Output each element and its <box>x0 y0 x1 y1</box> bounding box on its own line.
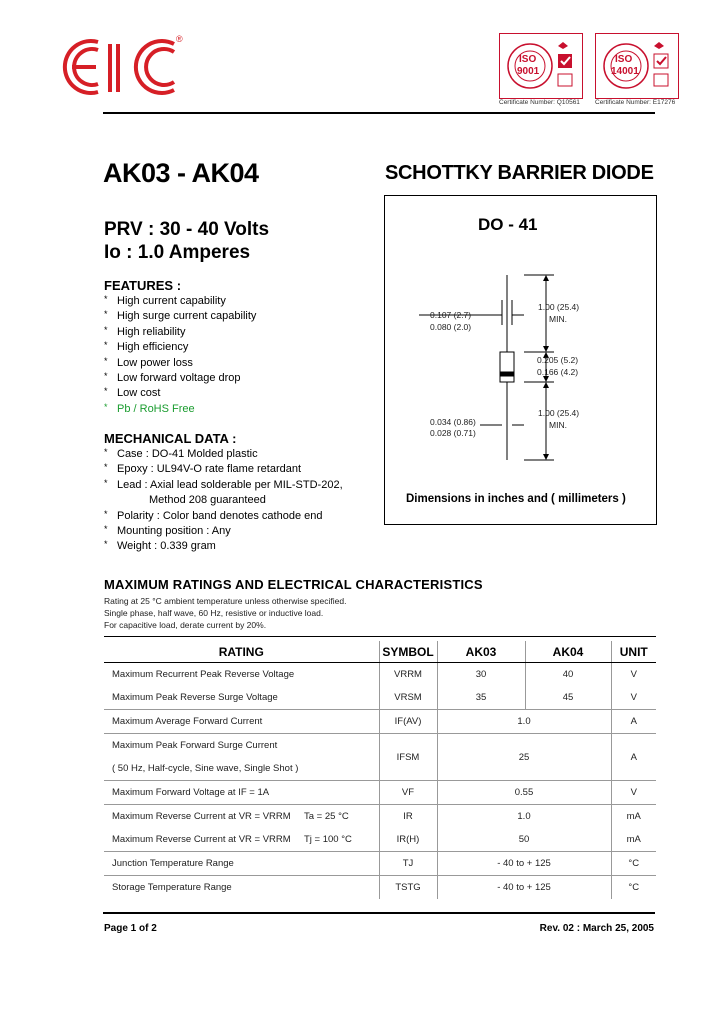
features-heading: FEATURES : <box>104 278 182 293</box>
cell-rating: Maximum Average Forward Current <box>104 710 379 734</box>
table-header-row <box>104 641 656 663</box>
cell-unit: V <box>611 663 656 687</box>
cell-unit: °C <box>611 876 656 900</box>
max-ratings-heading: MAXIMUM RATINGS AND ELECTRICAL CHARACTERISTICS <box>104 577 483 592</box>
do41-package-drawing <box>384 260 655 475</box>
list-item: * Lead : Axial lead solderable per MIL-STD-202, <box>104 478 343 493</box>
header-divider <box>103 112 655 114</box>
cell-symbol: TSTG <box>379 876 437 900</box>
list-item-continued: Method 208 guaranteed <box>149 494 266 507</box>
list-item: * Epoxy : UL94V-O rate flame retardant <box>104 462 343 477</box>
iso-9001-certificate <box>499 33 583 99</box>
iso-14001-certificate <box>595 33 679 99</box>
rating-note: Single phase, half wave, 60 Hz, resistive or inductive load. <box>104 608 324 618</box>
rating-note: Rating at 25 °C ambient temperature unless otherwise specified. <box>104 596 347 606</box>
cell-symbol: VRSM <box>379 686 437 710</box>
cell-rating <box>104 805 379 829</box>
dim-min-bottom: MIN. <box>549 420 567 430</box>
table-top-rule <box>104 636 656 637</box>
cell-unit: A <box>611 710 656 734</box>
ratings-table <box>104 641 656 899</box>
mechanical-list <box>104 447 343 555</box>
col-rating: RATING <box>104 641 379 663</box>
cell-symbol: VRRM <box>379 663 437 687</box>
cell-rating-line2: ( 50 Hz, Half-cycle, Sine wave, Single Shot ) <box>112 763 299 774</box>
footer-divider <box>103 912 655 914</box>
cell-value: 1.0 <box>437 805 611 829</box>
dim-wire-dia-min: 0.028 (0.71) <box>430 428 476 438</box>
cell-rating-text: Maximum Reverse Current at VR = VRRM <box>112 834 291 845</box>
cell-symbol: IR(H) <box>379 828 437 852</box>
iso-standard: 14001 <box>611 66 639 77</box>
registered-mark: ® <box>176 34 183 44</box>
cell-value: - 40 to + 125 <box>437 852 611 876</box>
cell-unit: mA <box>611 828 656 852</box>
cell-symbol: TJ <box>379 852 437 876</box>
cell-rating-line1: Maximum Peak Forward Surge Current <box>112 740 278 751</box>
cell-rating: Junction Temperature Range <box>104 852 379 876</box>
mechanical-heading: MECHANICAL DATA : <box>104 431 237 446</box>
eic-logo <box>60 36 190 98</box>
col-unit: UNIT <box>611 641 656 663</box>
cell-ak04: 45 <box>525 686 611 710</box>
iso-label: ISO <box>615 54 633 65</box>
iso-seal-icon <box>500 34 582 98</box>
cell-rating: Storage Temperature Range <box>104 876 379 900</box>
table-row <box>104 710 656 734</box>
features-list <box>104 294 256 417</box>
rating-note: For capacitive load, derate current by 20%. <box>104 620 267 630</box>
list-item: * High reliability <box>104 325 256 340</box>
io-spec: Io : 1.0 Amperes <box>104 242 251 263</box>
table-row <box>104 828 656 852</box>
list-item-rohs: * Pb / RoHS Free <box>104 402 256 417</box>
dim-lead-length-top: 1.00 (25.4) <box>538 302 580 312</box>
prv-spec: PRV : 30 - 40 Volts <box>104 219 270 240</box>
cell-rating: Maximum Recurrent Peak Reverse Voltage <box>112 669 295 680</box>
list-item: * High current capability <box>104 294 256 309</box>
cell-ak03: 35 <box>437 686 525 710</box>
table-row <box>104 734 656 781</box>
col-symbol: SYMBOL <box>379 641 437 663</box>
table-row <box>104 686 656 710</box>
cell-value: 1.0 <box>437 710 611 734</box>
cell-value: 25 <box>437 734 611 781</box>
cell-unit: mA <box>611 805 656 829</box>
cell-unit: V <box>611 781 656 805</box>
list-item: * Low power loss <box>104 356 256 371</box>
dim-wire-dia-max: 0.034 (0.86) <box>430 417 476 427</box>
cell-value: - 40 to + 125 <box>437 876 611 900</box>
cell-rating: Maximum Peak Reverse Surge Voltage <box>112 692 278 703</box>
list-item: * Low cost <box>104 386 256 401</box>
cell-symbol: IF(AV) <box>379 710 437 734</box>
iso-standard: 9001 <box>517 66 540 77</box>
table-row <box>104 852 656 876</box>
dim-lead-dia-max: 0.107 (2.7) <box>430 310 472 320</box>
dim-min-top: MIN. <box>549 314 567 324</box>
cell-unit: °C <box>611 852 656 876</box>
cell-unit: A <box>611 734 656 781</box>
cell-rating <box>104 734 379 781</box>
cell-ak03: 30 <box>437 663 525 687</box>
dim-body-min: 0.166 (4.2) <box>537 367 579 377</box>
list-item: * High surge current capability <box>104 309 256 324</box>
table-row <box>104 805 656 829</box>
table-row <box>104 876 656 900</box>
cell-value: 50 <box>437 828 611 852</box>
table-row <box>104 663 656 687</box>
cell-rating: Maximum Forward Voltage at IF = 1A <box>104 781 379 805</box>
page-number: Page 1 of 2 <box>104 923 157 934</box>
package-title: DO - 41 <box>478 215 538 234</box>
cell-unit: V <box>611 686 656 710</box>
revision-date: Rev. 02 : March 25, 2005 <box>539 923 654 934</box>
device-type-title: SCHOTTKY BARRIER DIODE <box>385 162 654 184</box>
dim-lead-dia-min: 0.080 (2.0) <box>430 322 472 332</box>
certificate-number: Certificate Number: Q10561 <box>499 99 580 106</box>
table-row <box>104 781 656 805</box>
list-item: * Weight : 0.339 gram <box>104 539 343 554</box>
cell-rating <box>104 828 379 852</box>
cell-symbol: IFSM <box>379 734 437 781</box>
cell-condition: Ta = 25 °C <box>304 811 349 822</box>
dim-lead-length-bottom: 1.00 (25.4) <box>538 408 580 418</box>
col-ak03: AK03 <box>437 641 525 663</box>
dimensions-caption: Dimensions in inches and ( millimeters ) <box>406 493 626 505</box>
cell-value: 0.55 <box>437 781 611 805</box>
list-item: * Case : DO-41 Molded plastic <box>104 447 343 462</box>
cell-symbol: VF <box>379 781 437 805</box>
cell-rating-text: Maximum Reverse Current at VR = VRRM <box>112 811 291 822</box>
cell-condition: Tj = 100 °C <box>304 834 352 845</box>
list-item: * Mounting position : Any <box>104 524 343 539</box>
cell-ak04: 40 <box>525 663 611 687</box>
list-item: * Low forward voltage drop <box>104 371 256 386</box>
iso-label: ISO <box>519 54 537 65</box>
cell-symbol: IR <box>379 805 437 829</box>
part-number-title: AK03 - AK04 <box>103 158 259 188</box>
dim-body-max: 0.205 (5.2) <box>537 355 579 365</box>
col-ak04: AK04 <box>525 641 611 663</box>
list-item: * Polarity : Color band denotes cathode end <box>104 509 343 524</box>
list-item: * High efficiency <box>104 340 256 355</box>
certificate-number: Certificate Number: E17276 <box>595 99 676 106</box>
